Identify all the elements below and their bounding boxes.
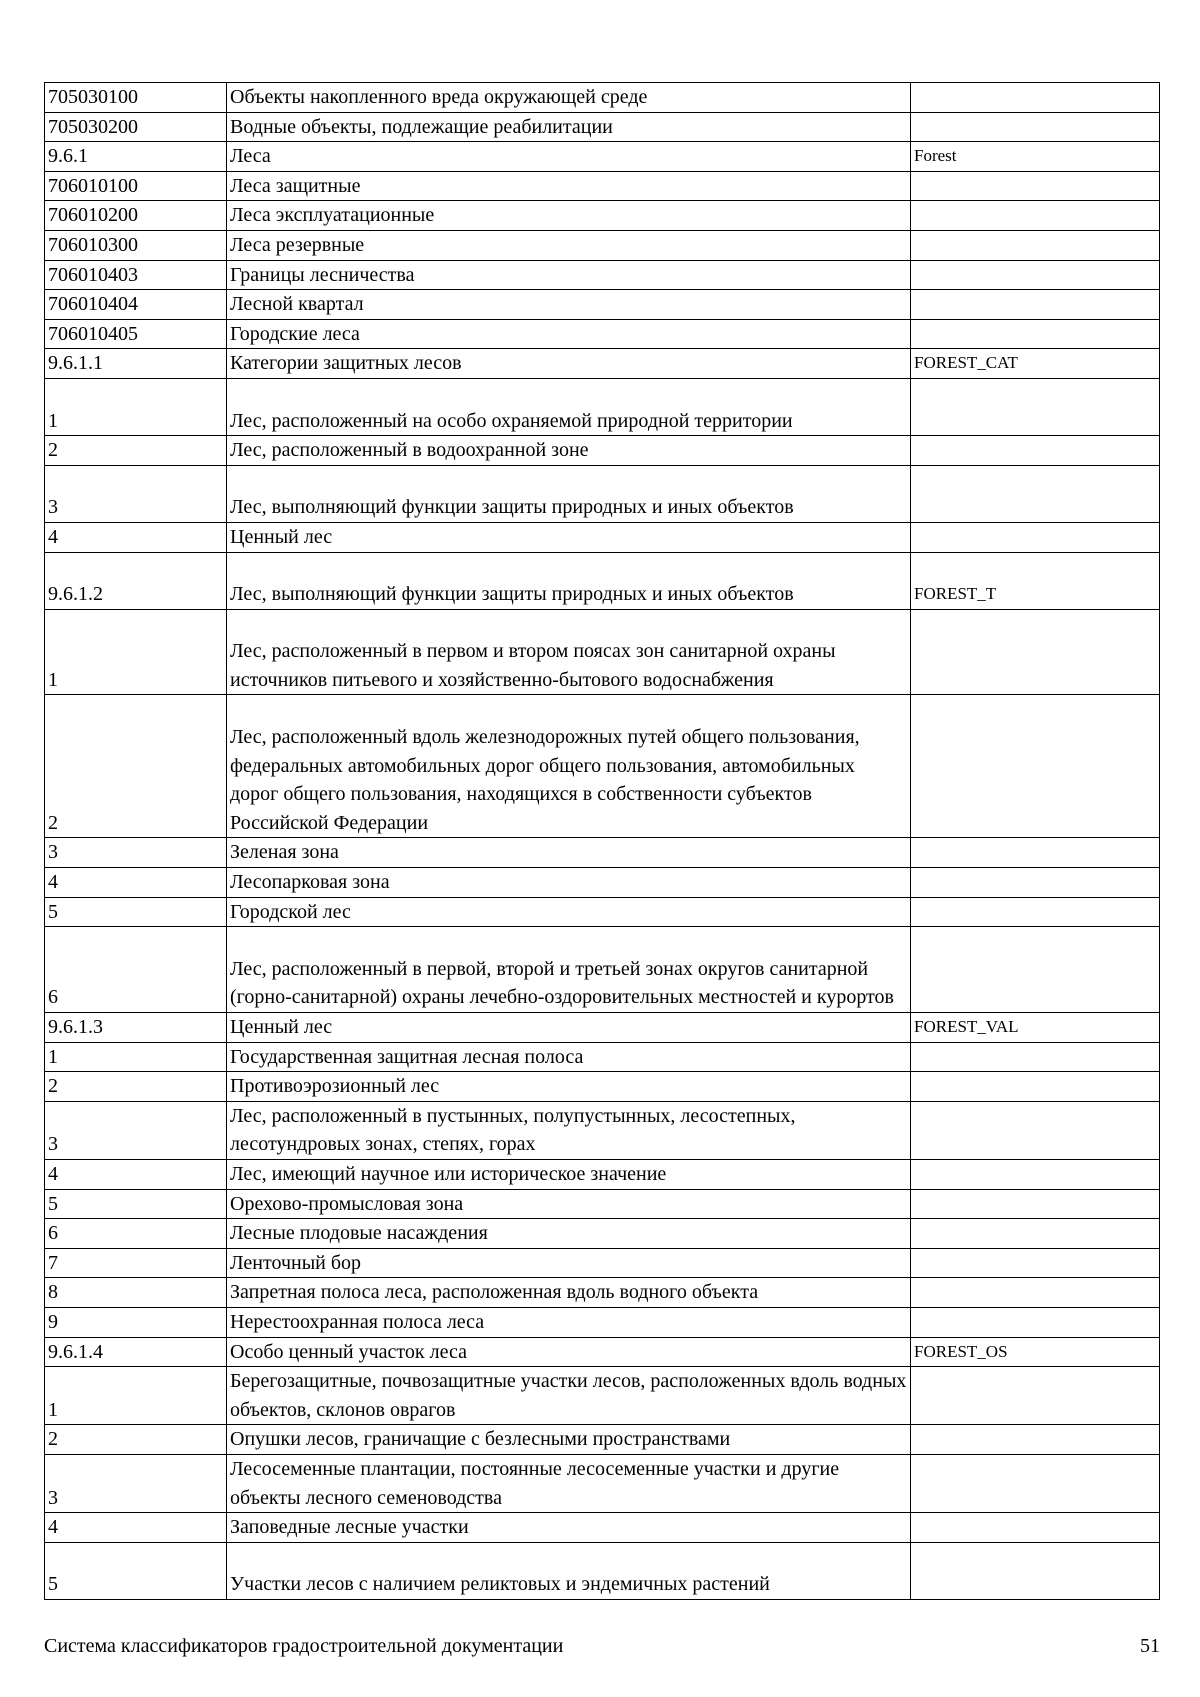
table-row — [45, 1248, 1160, 1278]
code-cell: 1 — [45, 609, 227, 695]
layer-cell — [911, 1248, 1160, 1278]
table-row — [45, 465, 1160, 522]
code-cell: 9.6.1.3 — [45, 1013, 227, 1043]
layer-cell — [911, 1042, 1160, 1072]
code-cell: 706010300 — [45, 230, 227, 260]
name-cell: Заповедные лесные участки — [227, 1513, 911, 1543]
code-cell: 9 — [45, 1308, 227, 1338]
table-row — [45, 1513, 1160, 1543]
layer-cell: FOREST_T — [911, 552, 1160, 609]
page-number: 51 — [1140, 1634, 1160, 1657]
code-cell: 706010405 — [45, 319, 227, 349]
code-cell: 9.6.1 — [45, 142, 227, 172]
name-cell: Государственная защитная лесная полоса — [227, 1042, 911, 1072]
layer-cell — [911, 319, 1160, 349]
code-cell: 2 — [45, 436, 227, 466]
table-row — [45, 609, 1160, 695]
code-cell: 705030200 — [45, 112, 227, 142]
table-row — [45, 1042, 1160, 1072]
table-row — [45, 897, 1160, 927]
code-cell: 4 — [45, 868, 227, 898]
name-cell: Лесные плодовые насаждения — [227, 1219, 911, 1249]
layer-cell — [911, 1278, 1160, 1308]
layer-cell — [911, 695, 1160, 838]
code-cell: 3 — [45, 838, 227, 868]
code-cell: 1 — [45, 1042, 227, 1072]
name-cell: Лесопарковая зона — [227, 868, 911, 898]
code-cell: 1 — [45, 1367, 227, 1425]
layer-cell: FOREST_VAL — [911, 1013, 1160, 1043]
name-cell: Орехово-промысловая зона — [227, 1189, 911, 1219]
name-cell: Границы лесничества — [227, 260, 911, 290]
layer-cell — [911, 83, 1160, 113]
layer-cell — [911, 112, 1160, 142]
layer-cell — [911, 1219, 1160, 1249]
table-row — [45, 260, 1160, 290]
table-row — [45, 1542, 1160, 1599]
table-row — [45, 112, 1160, 142]
layer-cell — [911, 868, 1160, 898]
code-cell: 7 — [45, 1248, 227, 1278]
code-cell: 1 — [45, 378, 227, 435]
code-cell: 3 — [45, 1454, 227, 1512]
layer-cell — [911, 290, 1160, 320]
classifier-table-body — [45, 83, 1160, 1600]
name-cell: Лес, выполняющий функции защиты природных и иных объектов — [227, 465, 911, 522]
code-cell: 2 — [45, 1072, 227, 1102]
name-cell: Лес, имеющий научное или историческое значение — [227, 1160, 911, 1190]
footer-title: Система классификаторов градостроительной документации — [44, 1634, 564, 1657]
table-row — [45, 1101, 1160, 1159]
name-cell: Леса резервные — [227, 230, 911, 260]
name-cell: Леса эксплуатационные — [227, 201, 911, 231]
table-row — [45, 695, 1160, 838]
table-row — [45, 142, 1160, 172]
table-row — [45, 290, 1160, 320]
layer-cell — [911, 838, 1160, 868]
layer-cell — [911, 927, 1160, 1013]
table-row — [45, 171, 1160, 201]
table-row — [45, 1013, 1160, 1043]
layer-cell — [911, 1542, 1160, 1599]
code-cell: 9.6.1.2 — [45, 552, 227, 609]
name-cell: Городские леса — [227, 319, 911, 349]
layer-cell — [911, 1367, 1160, 1425]
name-cell: Леса — [227, 142, 911, 172]
name-cell: Лесной квартал — [227, 290, 911, 320]
code-cell: 2 — [45, 1425, 227, 1455]
name-cell: Лес, расположенный в пустынных, полупустынных, лесостепных, лесотундровых зонах, степях, горах — [227, 1101, 911, 1159]
layer-cell — [911, 201, 1160, 231]
name-cell: Леса защитные — [227, 171, 911, 201]
code-cell: 9.6.1.1 — [45, 349, 227, 379]
name-cell: Ценный лес — [227, 1013, 911, 1043]
layer-cell — [911, 230, 1160, 260]
layer-cell — [911, 1101, 1160, 1159]
table-row — [45, 83, 1160, 113]
table-row — [45, 838, 1160, 868]
name-cell: Лес, расположенный в первой, второй и третьей зонах округов санитарной (горно-санитарной) охраны лечебно-оздоровительных местностей и курортов — [227, 927, 911, 1013]
layer-cell — [911, 378, 1160, 435]
table-row — [45, 1454, 1160, 1512]
code-cell: 706010100 — [45, 171, 227, 201]
code-cell: 2 — [45, 695, 227, 838]
table-row — [45, 1219, 1160, 1249]
code-cell: 3 — [45, 1101, 227, 1159]
table-row — [45, 1308, 1160, 1338]
name-cell: Берегозащитные, почвозащитные участки лесов, расположенных вдоль водных объектов, склонов оврагов — [227, 1367, 911, 1425]
code-cell: 6 — [45, 927, 227, 1013]
table-row — [45, 201, 1160, 231]
layer-cell — [911, 1189, 1160, 1219]
name-cell: Лес, выполняющий функции защиты природных и иных объектов — [227, 552, 911, 609]
layer-cell — [911, 1425, 1160, 1455]
table-row — [45, 1189, 1160, 1219]
page-footer — [44, 1631, 1160, 1661]
layer-cell — [911, 465, 1160, 522]
code-cell: 9.6.1.4 — [45, 1337, 227, 1367]
code-cell: 705030100 — [45, 83, 227, 113]
layer-cell — [911, 436, 1160, 466]
layer-cell: FOREST_CAT — [911, 349, 1160, 379]
layer-cell — [911, 1308, 1160, 1338]
table-row — [45, 1425, 1160, 1455]
code-cell: 706010403 — [45, 260, 227, 290]
code-cell: 706010404 — [45, 290, 227, 320]
code-cell: 8 — [45, 1278, 227, 1308]
name-cell: Зеленая зона — [227, 838, 911, 868]
name-cell: Городской лес — [227, 897, 911, 927]
table-row — [45, 349, 1160, 379]
code-cell: 6 — [45, 1219, 227, 1249]
name-cell: Лес, расположенный вдоль железнодорожных путей общего пользования, федеральных автомобильных дорог общего пользования, автомобильных дорог общего пользования, находящихся в собственности субъектов Российской Федерации — [227, 695, 911, 838]
name-cell: Лес, расположенный в первом и втором поясах зон санитарной охраны источников питьевого и хозяйственно-бытового водоснабжения — [227, 609, 911, 695]
layer-cell — [911, 171, 1160, 201]
table-row — [45, 522, 1160, 552]
layer-cell — [911, 1513, 1160, 1543]
layer-cell — [911, 1160, 1160, 1190]
table-row — [45, 1072, 1160, 1102]
table-row — [45, 319, 1160, 349]
table-row — [45, 552, 1160, 609]
name-cell: Особо ценный участок леса — [227, 1337, 911, 1367]
table-row — [45, 378, 1160, 435]
code-cell: 4 — [45, 1160, 227, 1190]
name-cell: Участки лесов с наличием реликтовых и эндемичных растений — [227, 1542, 911, 1599]
code-cell: 706010200 — [45, 201, 227, 231]
name-cell: Категории защитных лесов — [227, 349, 911, 379]
table-row — [45, 868, 1160, 898]
layer-cell — [911, 897, 1160, 927]
table-row — [45, 436, 1160, 466]
name-cell: Ленточный бор — [227, 1248, 911, 1278]
table-row — [45, 1278, 1160, 1308]
table-row — [45, 927, 1160, 1013]
name-cell: Лес, расположенный в водоохранной зоне — [227, 436, 911, 466]
name-cell: Ценный лес — [227, 522, 911, 552]
code-cell: 5 — [45, 897, 227, 927]
code-cell: 4 — [45, 1513, 227, 1543]
table-row — [45, 230, 1160, 260]
layer-cell — [911, 609, 1160, 695]
table-row — [45, 1337, 1160, 1367]
table-row — [45, 1160, 1160, 1190]
code-cell: 5 — [45, 1189, 227, 1219]
code-cell: 3 — [45, 465, 227, 522]
name-cell: Лесосеменные плантации, постоянные лесосеменные участки и другие объекты лесного семеноводства — [227, 1454, 911, 1512]
code-cell: 4 — [45, 522, 227, 552]
name-cell: Нерестоохранная полоса леса — [227, 1308, 911, 1338]
name-cell: Опушки лесов, граничащие с безлесными пространствами — [227, 1425, 911, 1455]
layer-cell — [911, 1072, 1160, 1102]
layer-cell: FOREST_OS — [911, 1337, 1160, 1367]
code-cell: 5 — [45, 1542, 227, 1599]
layer-cell: Forest — [911, 142, 1160, 172]
classifier-table — [44, 82, 1160, 1600]
layer-cell — [911, 1454, 1160, 1512]
layer-cell — [911, 522, 1160, 552]
name-cell: Противоэрозионный лес — [227, 1072, 911, 1102]
layer-cell — [911, 260, 1160, 290]
name-cell: Лес, расположенный на особо охраняемой природной территории — [227, 378, 911, 435]
name-cell: Водные объекты, подлежащие реабилитации — [227, 112, 911, 142]
name-cell: Запретная полоса леса, расположенная вдоль водного объекта — [227, 1278, 911, 1308]
table-row — [45, 1367, 1160, 1425]
name-cell: Объекты накопленного вреда окружающей среде — [227, 83, 911, 113]
